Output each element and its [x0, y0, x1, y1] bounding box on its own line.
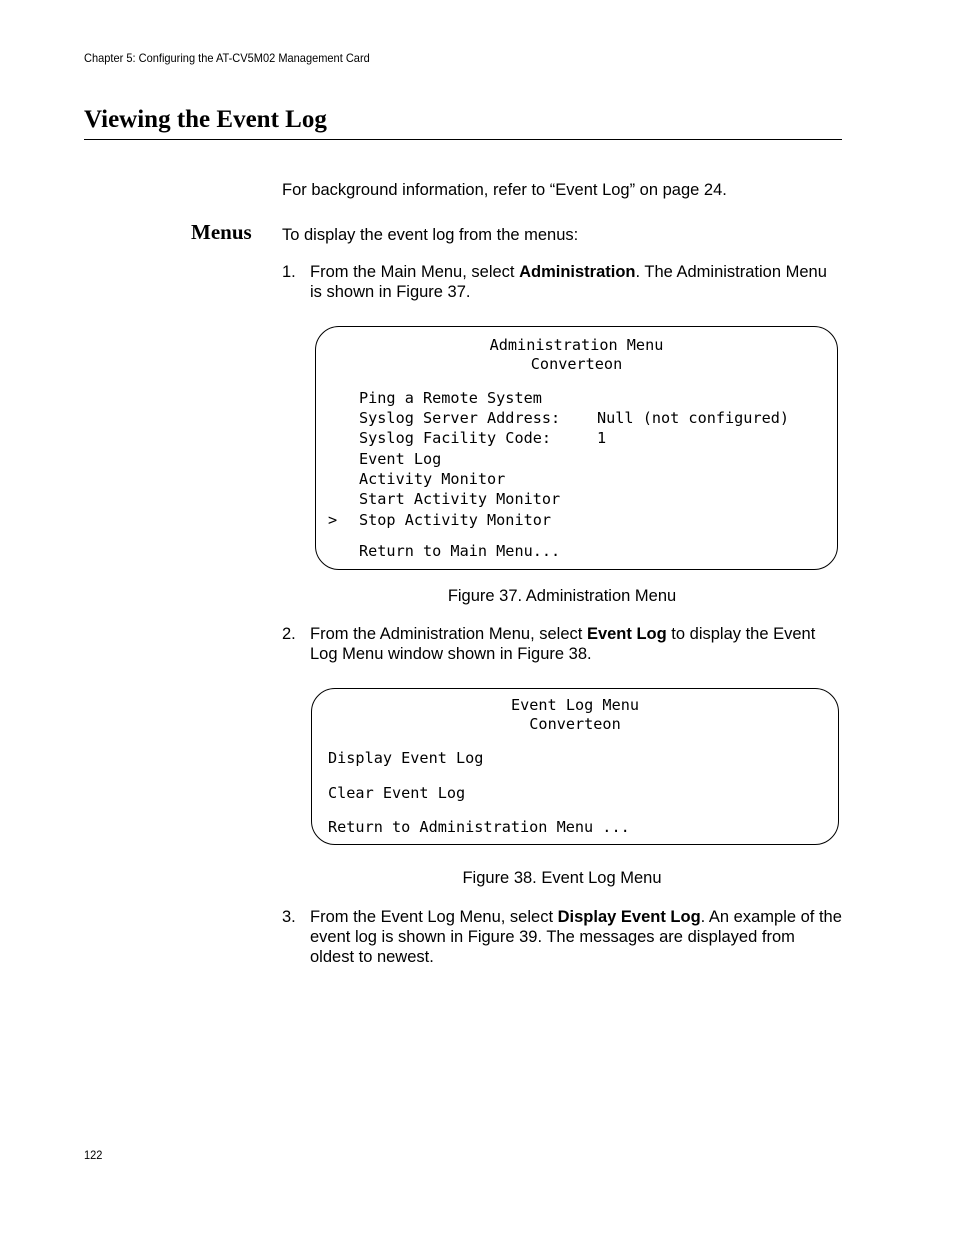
running-header: Chapter 5: Configuring the AT-CV5M02 Management Card	[84, 51, 370, 65]
syslog-server-value: Null (not configured)	[597, 409, 790, 427]
step-bold-term: Event Log	[586, 625, 667, 643]
figure-37-caption: Figure 37. Administration Menu	[447, 587, 677, 605]
menu-item-syslog-server[interactable]: Syslog Server Address:	[359, 409, 561, 427]
menu-item-return-administration[interactable]: Return to Administration Menu ...	[328, 818, 630, 836]
menu-item-clear-event-log[interactable]: Clear Event Log	[328, 784, 466, 802]
menu-item-event-log[interactable]: Event Log	[359, 450, 442, 468]
menu-subtitle: Converteon	[529, 715, 621, 733]
event-log-menu-screen	[311, 688, 839, 845]
step-text: . The Administration Menu is shown in Figure 37.	[310, 263, 827, 301]
page-number: 122	[84, 1148, 103, 1162]
menu-title: Event Log Menu	[510, 696, 639, 714]
title-rule	[84, 139, 842, 140]
section-title: Viewing the Event Log	[84, 106, 327, 133]
step-3	[282, 907, 842, 967]
step-1	[282, 262, 842, 302]
step-text: to display the Event Log Menu window shown in Figure 38.	[310, 625, 816, 663]
step-number: 1.	[282, 263, 296, 281]
menu-item-syslog-facility[interactable]: Syslog Facility Code:	[359, 429, 552, 447]
step-text: From the Main Menu, select	[310, 263, 520, 281]
menu-item-ping[interactable]: Ping a Remote System	[359, 389, 542, 407]
step-number: 3.	[282, 908, 296, 926]
step-bold-term: Display Event Log	[557, 908, 701, 926]
step-text: From the Event Log Menu, select	[310, 908, 558, 926]
step-text: . An example of the event log is shown in Figure 39. The messages are displayed from oldest to newest.	[310, 908, 842, 966]
step-bold-term: Administration	[519, 263, 636, 281]
menu-item-display-event-log[interactable]: Display Event Log	[328, 749, 484, 767]
step-number: 2.	[282, 625, 296, 643]
syslog-facility-value: 1	[597, 429, 607, 447]
menu-title: Administration Menu	[489, 336, 664, 354]
side-heading-menus: Menus	[191, 220, 252, 244]
administration-menu-screen	[315, 326, 838, 570]
step-2	[282, 624, 842, 664]
menu-item-start-activity-monitor[interactable]: Start Activity Monitor	[359, 490, 561, 508]
figure-38-caption: Figure 38. Event Log Menu	[462, 869, 662, 887]
lead-paragraph: To display the event log from the menus:	[282, 226, 579, 244]
selection-cursor: >	[328, 511, 338, 529]
menu-item-activity-monitor[interactable]: Activity Monitor	[359, 470, 506, 488]
menu-subtitle: Converteon	[530, 355, 623, 373]
intro-paragraph: For background information, refer to “Event Log” on page 24.	[282, 181, 727, 199]
menu-item-return-main[interactable]: Return to Main Menu...	[359, 542, 561, 560]
menu-item-stop-activity-monitor[interactable]: Stop Activity Monitor	[359, 511, 552, 529]
step-text: From the Administration Menu, select	[310, 625, 587, 643]
